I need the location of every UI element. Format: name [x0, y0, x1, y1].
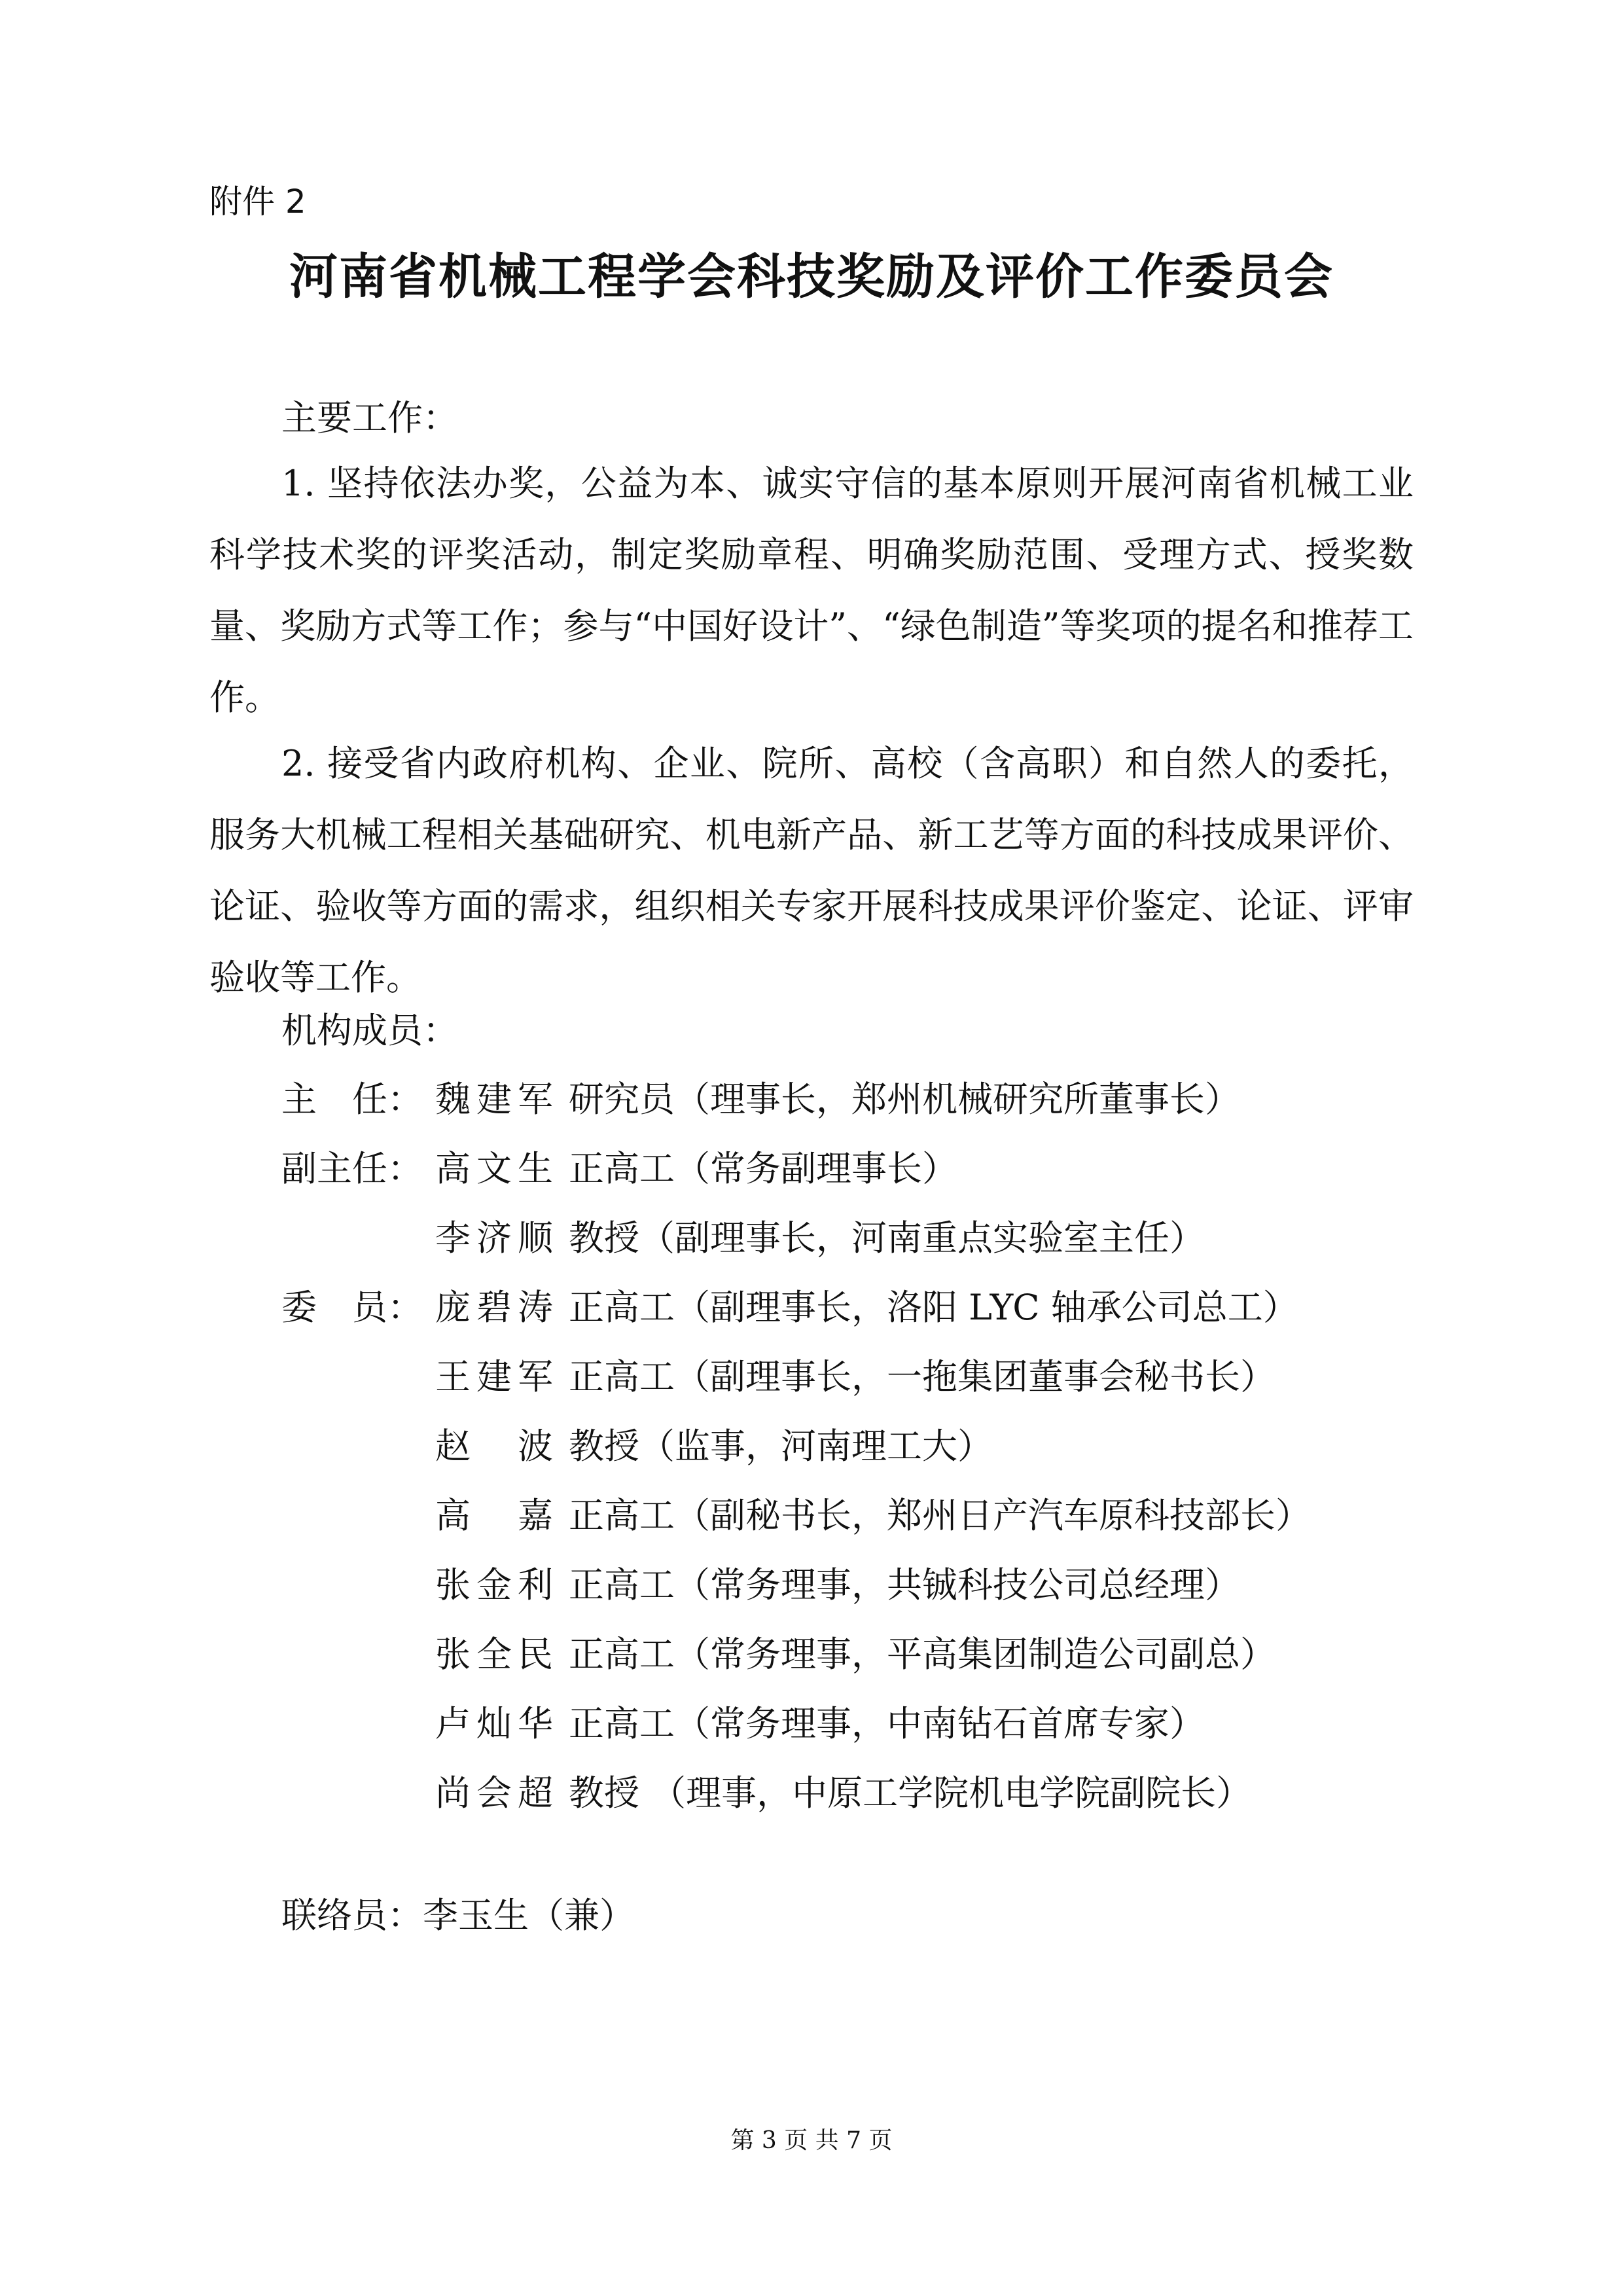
member-desc: 正高工（副秘书长，郑州日产汽车原科技部长）: [569, 1495, 1311, 1536]
member-role: 委 员：: [281, 1287, 423, 1328]
member-row: [281, 1765, 1251, 1816]
member-row: [281, 1626, 1275, 1677]
member-name: 张金利: [435, 1564, 553, 1605]
member-desc: 正高工（常务理事，中南钻石首席专家）: [569, 1703, 1205, 1744]
member-row: [281, 1488, 1311, 1538]
contact-person: 联络员：李玉生（兼）: [281, 1895, 635, 1936]
member-name: 魏建军: [435, 1079, 553, 1120]
member-row: [281, 1141, 957, 1191]
member-row: [281, 1071, 1240, 1122]
document-title: 河南省机械工程学会科技奖励及评价工作委员会: [289, 249, 1334, 305]
member-name: 张全民: [435, 1634, 553, 1675]
page-footer: 第 3 页 共 7 页: [730, 2127, 893, 2154]
member-desc: 研究员（理事长，郑州机械研究所董事长）: [569, 1079, 1240, 1120]
member-desc: 教授（监事，河南理工大）: [569, 1426, 993, 1467]
member-desc: 教授（副理事长，河南重点实验室主任）: [569, 1217, 1205, 1259]
members-label: 机构成员：: [281, 1010, 458, 1051]
member-desc: 正高工（常务理事，平高集团制造公司副总）: [569, 1634, 1275, 1675]
member-name: 李济顺: [435, 1217, 553, 1259]
member-name: 庞碧涛: [435, 1287, 553, 1328]
member-name: 高 嘉: [435, 1495, 553, 1536]
paragraph-1: 1. 坚持依法办奖，公益为本、诚实守信的基本原则开展河南省机械工业科学技术奖的评奖活动，制定奖励章程、明确奖励范围、受理方式、授奖数量、奖励方式等工作；参与“中国好设计”、“绿色制造”等奖项的提名和推荐工作。: [209, 463, 1414, 718]
member-name: 王建军: [435, 1356, 553, 1397]
member-name: 尚会超: [435, 1772, 553, 1814]
member-row: [281, 1280, 1298, 1330]
member-row: [281, 1557, 1240, 1607]
member-name: 赵 波: [435, 1426, 553, 1467]
member-row: [281, 1696, 1205, 1746]
member-row: [281, 1349, 1275, 1399]
attachment-label: 附件 2: [209, 183, 306, 221]
member-desc: 正高工（副理事长，一拖集团董事会秘书长）: [569, 1356, 1275, 1397]
member-row: [281, 1210, 1205, 1261]
main-work-label: 主要工作：: [281, 397, 458, 439]
member-name: 高文生: [435, 1148, 553, 1189]
member-role: 主 任：: [281, 1079, 423, 1120]
member-role: 副主任：: [281, 1148, 423, 1189]
member-row: [281, 1418, 993, 1469]
member-desc: 正高工（常务理事，共铖科技公司总经理）: [569, 1564, 1240, 1605]
member-name: 卢灿华: [435, 1703, 553, 1744]
member-desc: 正高工（副理事长，洛阳 LYC 轴承公司总工）: [569, 1287, 1298, 1328]
member-desc: 教授 （理事，中原工学院机电学院副院长）: [569, 1772, 1252, 1814]
paragraph-2: 2. 接受省内政府机构、企业、院所、高校（含高职）和自然人的委托，服务大机械工程相关基础研究、机电新产品、新工艺等方面的科技成果评价、论证、验收等方面的需求，组织相关专家开展科技成果评价鉴定、论证、评审验收等工作。: [209, 743, 1414, 998]
member-desc: 正高工（常务副理事长）: [569, 1148, 957, 1189]
